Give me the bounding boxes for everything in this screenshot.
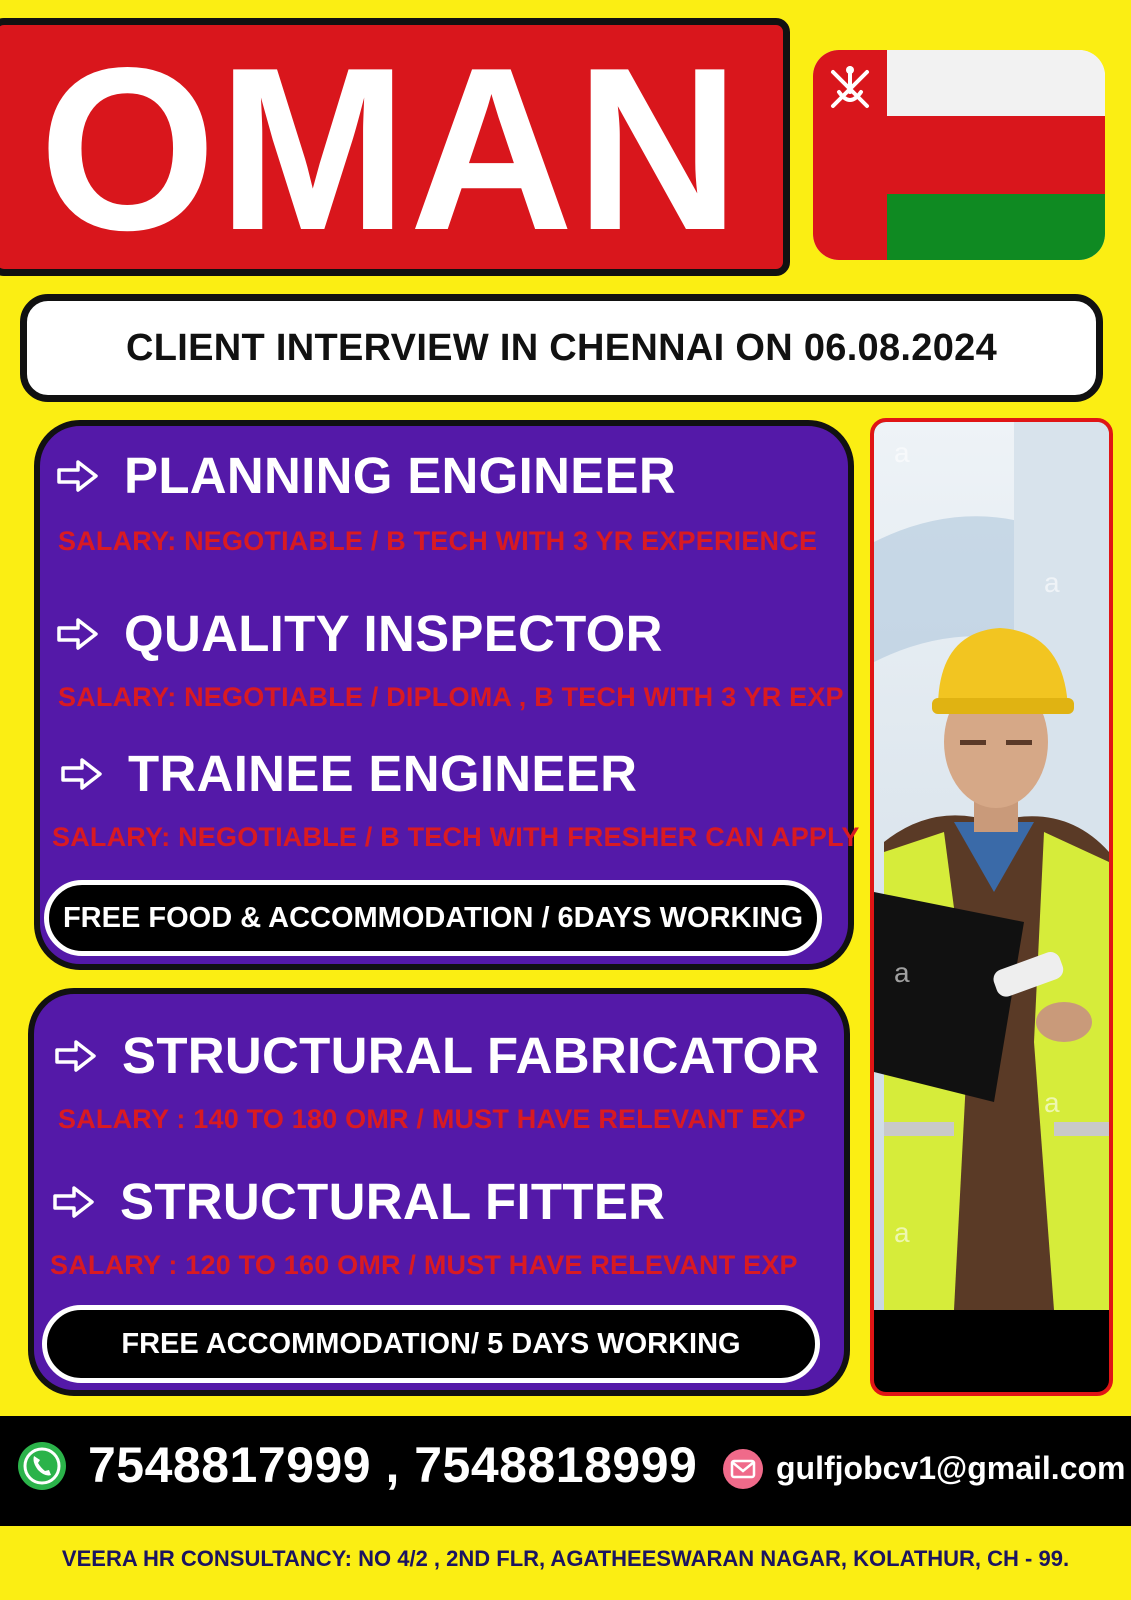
job-title-text: TRAINEE ENGINEER bbox=[128, 745, 638, 802]
poster-title: OMAN bbox=[38, 20, 742, 279]
job-details: SALARY : 120 TO 160 OMR / MUST HAVE RELEVANT EXP bbox=[50, 1250, 798, 1280]
arrow-right-icon bbox=[56, 617, 100, 651]
engineer-illustration bbox=[874, 422, 1109, 1310]
job-title-text: QUALITY INSPECTOR bbox=[124, 605, 663, 662]
svg-text:a: a bbox=[894, 957, 910, 988]
job-title-text: PLANNING ENGINEER bbox=[124, 447, 676, 504]
oman-flag-icon bbox=[813, 50, 1105, 260]
contact-bar bbox=[0, 1416, 1131, 1526]
job-details: SALARY: NEGOTIABLE / B TECH WITH 3 YR EXPERIENCE bbox=[58, 526, 818, 556]
job-details: SALARY : 140 TO 180 OMR / MUST HAVE RELEVANT EXP bbox=[58, 1104, 806, 1134]
job-details: SALARY: NEGOTIABLE / B TECH WITH FRESHER CAN APPLY bbox=[52, 822, 860, 852]
benefits-badge: FREE ACCOMMODATION/ 5 DAYS WORKING bbox=[42, 1305, 820, 1383]
whatsapp-phone-icon bbox=[16, 1440, 68, 1492]
flag-white-band bbox=[887, 50, 1105, 116]
job-title bbox=[56, 604, 663, 663]
title-banner bbox=[0, 18, 790, 279]
arrow-right-icon bbox=[52, 1185, 96, 1219]
mail-icon bbox=[722, 1448, 764, 1490]
svg-text:a: a bbox=[894, 1217, 910, 1248]
svg-text:a: a bbox=[1044, 1087, 1060, 1118]
arrow-right-icon bbox=[56, 459, 100, 493]
job-title bbox=[56, 446, 676, 505]
flag-red-band bbox=[887, 116, 1105, 194]
job-title bbox=[54, 1026, 820, 1085]
job-title-text: STRUCTURAL FITTER bbox=[120, 1173, 666, 1230]
svg-text:a: a bbox=[894, 437, 910, 468]
interview-notice: CLIENT INTERVIEW IN CHENNAI ON 06.08.2024 bbox=[125, 326, 998, 369]
arrow-right-icon bbox=[60, 757, 104, 791]
job-title bbox=[52, 1172, 665, 1231]
benefits-badge: FREE FOOD & ACCOMMODATION / 6DAYS WORKING bbox=[44, 880, 822, 956]
svg-text:a: a bbox=[1044, 567, 1060, 598]
flag-green-band bbox=[887, 194, 1105, 260]
company-address: VEERA HR CONSULTANCY: NO 4/2 , 2ND FLR, AGATHEESWARAN NAGAR, KOLATHUR, CH - 99. bbox=[61, 1546, 1070, 1571]
email-address[interactable]: gulfjobcv1@gmail.com bbox=[776, 1450, 1126, 1486]
flag-emblem-icon bbox=[825, 62, 875, 118]
arrow-right-icon bbox=[54, 1039, 98, 1073]
job-title-text: STRUCTURAL FABRICATOR bbox=[122, 1027, 820, 1084]
engineer-photo bbox=[870, 418, 1113, 1396]
phone-numbers[interactable]: 7548817999 , 7548818999 bbox=[88, 1437, 698, 1493]
interview-notice-box bbox=[20, 294, 1103, 402]
job-title bbox=[60, 744, 637, 803]
job-details: SALARY: NEGOTIABLE / DIPLOMA , B TECH WITH 3 YR EXP bbox=[58, 682, 844, 712]
